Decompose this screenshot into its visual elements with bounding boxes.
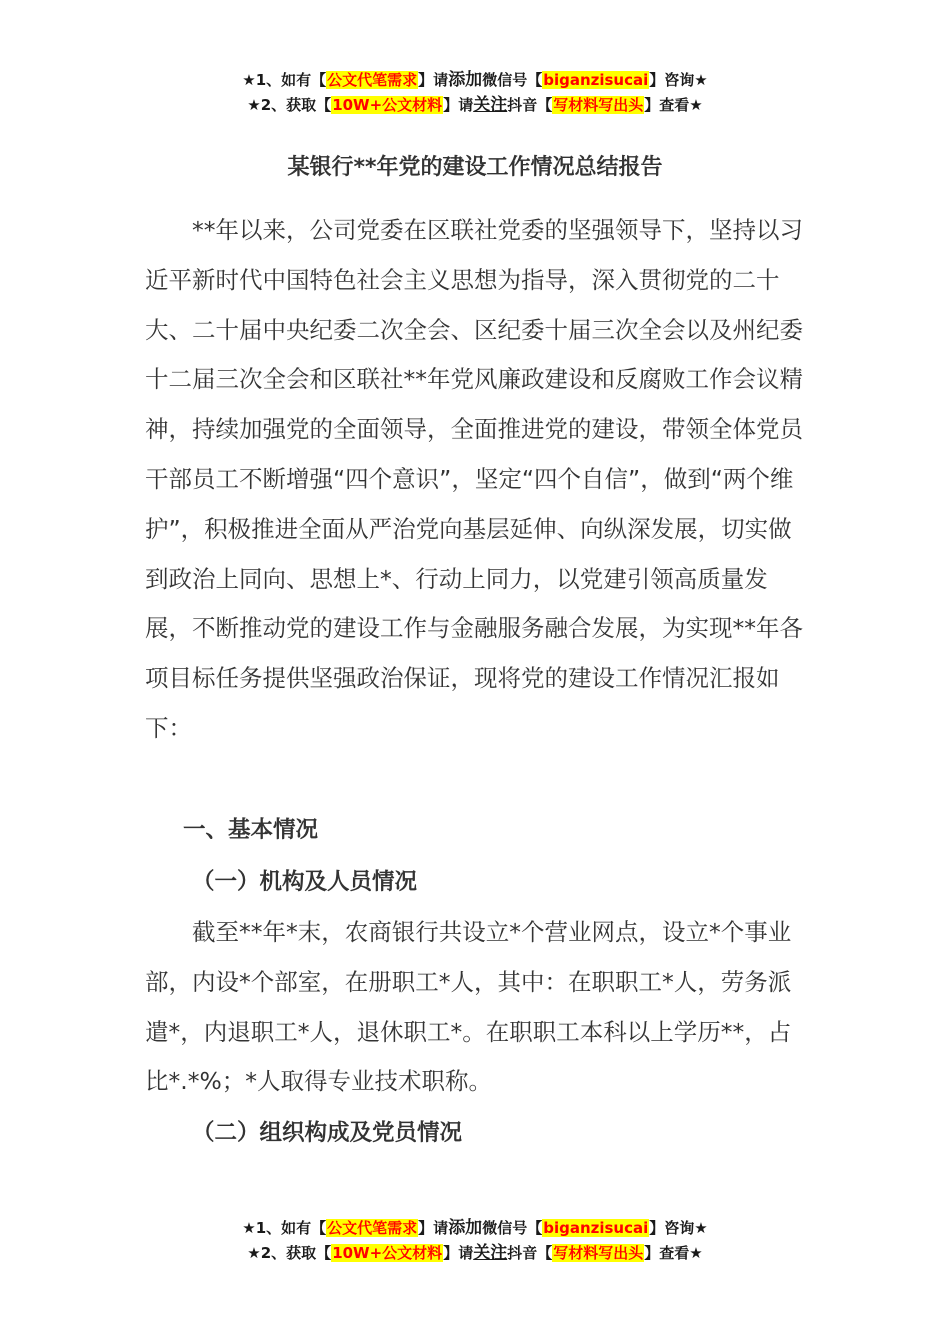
banner-text: 】请 [418, 1219, 449, 1237]
banner-text: 微信号【 [482, 1219, 543, 1237]
staff-paragraph [145, 908, 805, 1107]
banner-text: 抖音【 [507, 1244, 553, 1262]
banner-text: ★1、如有【 [242, 71, 327, 89]
top-banner [0, 68, 950, 118]
banner-wechat-id: biganzisucai [543, 71, 649, 89]
banner-text: ★1、如有【 [242, 1219, 327, 1237]
banner-emphasis: 添加 [448, 1218, 483, 1238]
banner-emphasis: 添加 [448, 70, 483, 90]
subsection-heading-1: （一）机构及人员情况 [192, 869, 418, 895]
banner-text: 】查看★ [644, 1244, 703, 1262]
banner-text: 】查看★ [644, 96, 703, 114]
banner-text: 】请 [418, 71, 449, 89]
banner-douyin-id: 写材料写出头 [553, 96, 644, 114]
banner-line-1 [0, 1216, 950, 1241]
staff-text: 截至**年*末，农商银行共设立*个营业网点，设立*个事业部，内设*个部室，在册职工*人，其中：在职职工*人，劳务派遣*，内退职工*人，退休职工*。在职职工本科以上学历**，占比*.*%；*人取得专业技术职称。 [145, 918, 792, 1096]
document-title: 某银行**年党的建设工作情况总结报告 [287, 155, 663, 180]
banner-text: ★2、获取【 [247, 1244, 332, 1262]
bottom-banner [0, 1216, 950, 1266]
banner-emphasis: 关注 [473, 95, 508, 115]
intro-text: **年以来，公司党委在区联社党委的坚强领导下，坚持以习近平新时代中国特色社会主义思想为指导，深入贯彻党的二十大、二十届中央纪委二次全会、区纪委十届三次全会以及州纪委十二届三次全会和区联社**年党风廉政建设和反腐败工作会议精神，持续加强党的全面领导，全面推进党的建设，带领全体党员干部员工不断增强“四个意识”，坚定“四个自信”，做到“两个维护”，积极推进全面从严治党向基层延伸、向纵深发展，切实做到政治上同向、思想上*、行动上同力，以党建引领高质量发展，不断推动党的建设工作与金融服务融合发展，为实现**年各项目标任务提供坚强政治保证，现将党的建设工作情况汇报如下： [145, 216, 803, 742]
banner-emphasis: 关注 [473, 1243, 508, 1263]
intro-paragraph [145, 206, 805, 754]
subsection-heading-2: （二）组织构成及党员情况 [192, 1120, 463, 1146]
banner-text: 抖音【 [507, 96, 553, 114]
banner-text: 】咨询★ [649, 1219, 708, 1237]
banner-line-1 [0, 68, 950, 93]
banner-wechat-id: biganzisucai [543, 1219, 649, 1237]
banner-highlight: 公文代笔需求 [327, 71, 418, 89]
banner-text: ★2、获取【 [247, 96, 332, 114]
banner-text: 】咨询★ [649, 71, 708, 89]
banner-line-2 [0, 1241, 950, 1266]
banner-highlight: 10W+公文材料 [332, 1244, 443, 1262]
banner-text: 微信号【 [482, 71, 543, 89]
banner-douyin-id: 写材料写出头 [553, 1244, 644, 1262]
banner-text: 】请 [443, 1244, 474, 1262]
banner-highlight: 10W+公文材料 [332, 96, 443, 114]
banner-line-2 [0, 93, 950, 118]
section-heading-1: 一、基本情况 [183, 817, 319, 843]
banner-text: 】请 [443, 96, 474, 114]
banner-highlight: 公文代笔需求 [327, 1219, 418, 1237]
